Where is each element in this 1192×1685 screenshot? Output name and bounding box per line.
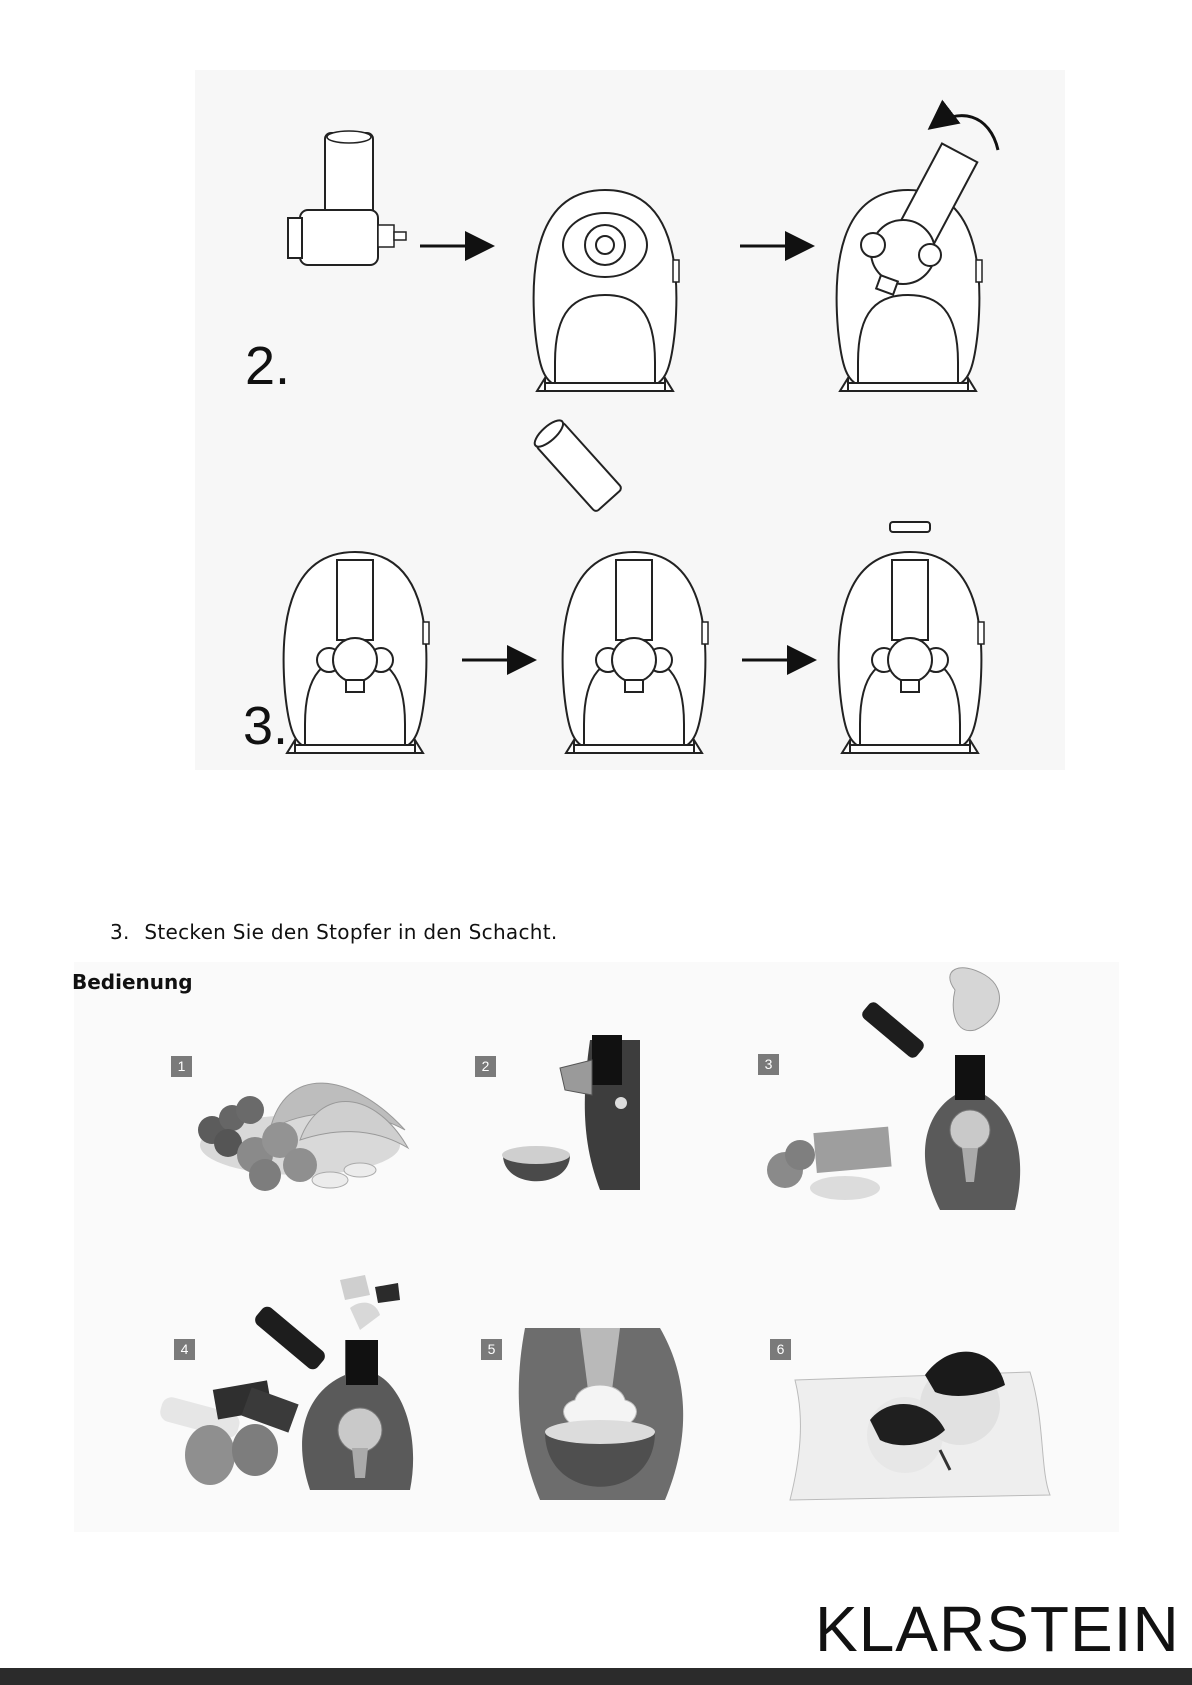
machine-plunger-drawing xyxy=(531,416,708,753)
machine-base-drawing xyxy=(534,190,679,391)
step-badge: 2 xyxy=(475,1056,496,1077)
machine-ready-drawing xyxy=(839,522,984,753)
step-badge: 3 xyxy=(758,1054,779,1075)
section-heading: Bedienung xyxy=(72,970,193,994)
brand-logo: KLARSTEIN xyxy=(815,1593,1180,1665)
machine-assembled-drawing xyxy=(284,552,429,753)
step-badge: 5 xyxy=(481,1339,502,1360)
assembly-step-number: 2. xyxy=(245,336,291,396)
attachment-drawing xyxy=(288,131,406,265)
step-badge: 1 xyxy=(171,1056,192,1077)
instruction-text: Stecken Sie den Stopfer in den Schacht. xyxy=(144,920,558,944)
soft-serve-photo xyxy=(519,1328,683,1500)
instruction-number: 3. xyxy=(110,920,130,944)
step-badge: 6 xyxy=(770,1339,791,1360)
assembly-step-number: 3. xyxy=(243,696,289,756)
machine-attach-drawing xyxy=(837,143,982,391)
footer-bar xyxy=(0,1668,1192,1685)
instruction-line xyxy=(110,920,558,944)
step-badge: 4 xyxy=(174,1339,195,1360)
